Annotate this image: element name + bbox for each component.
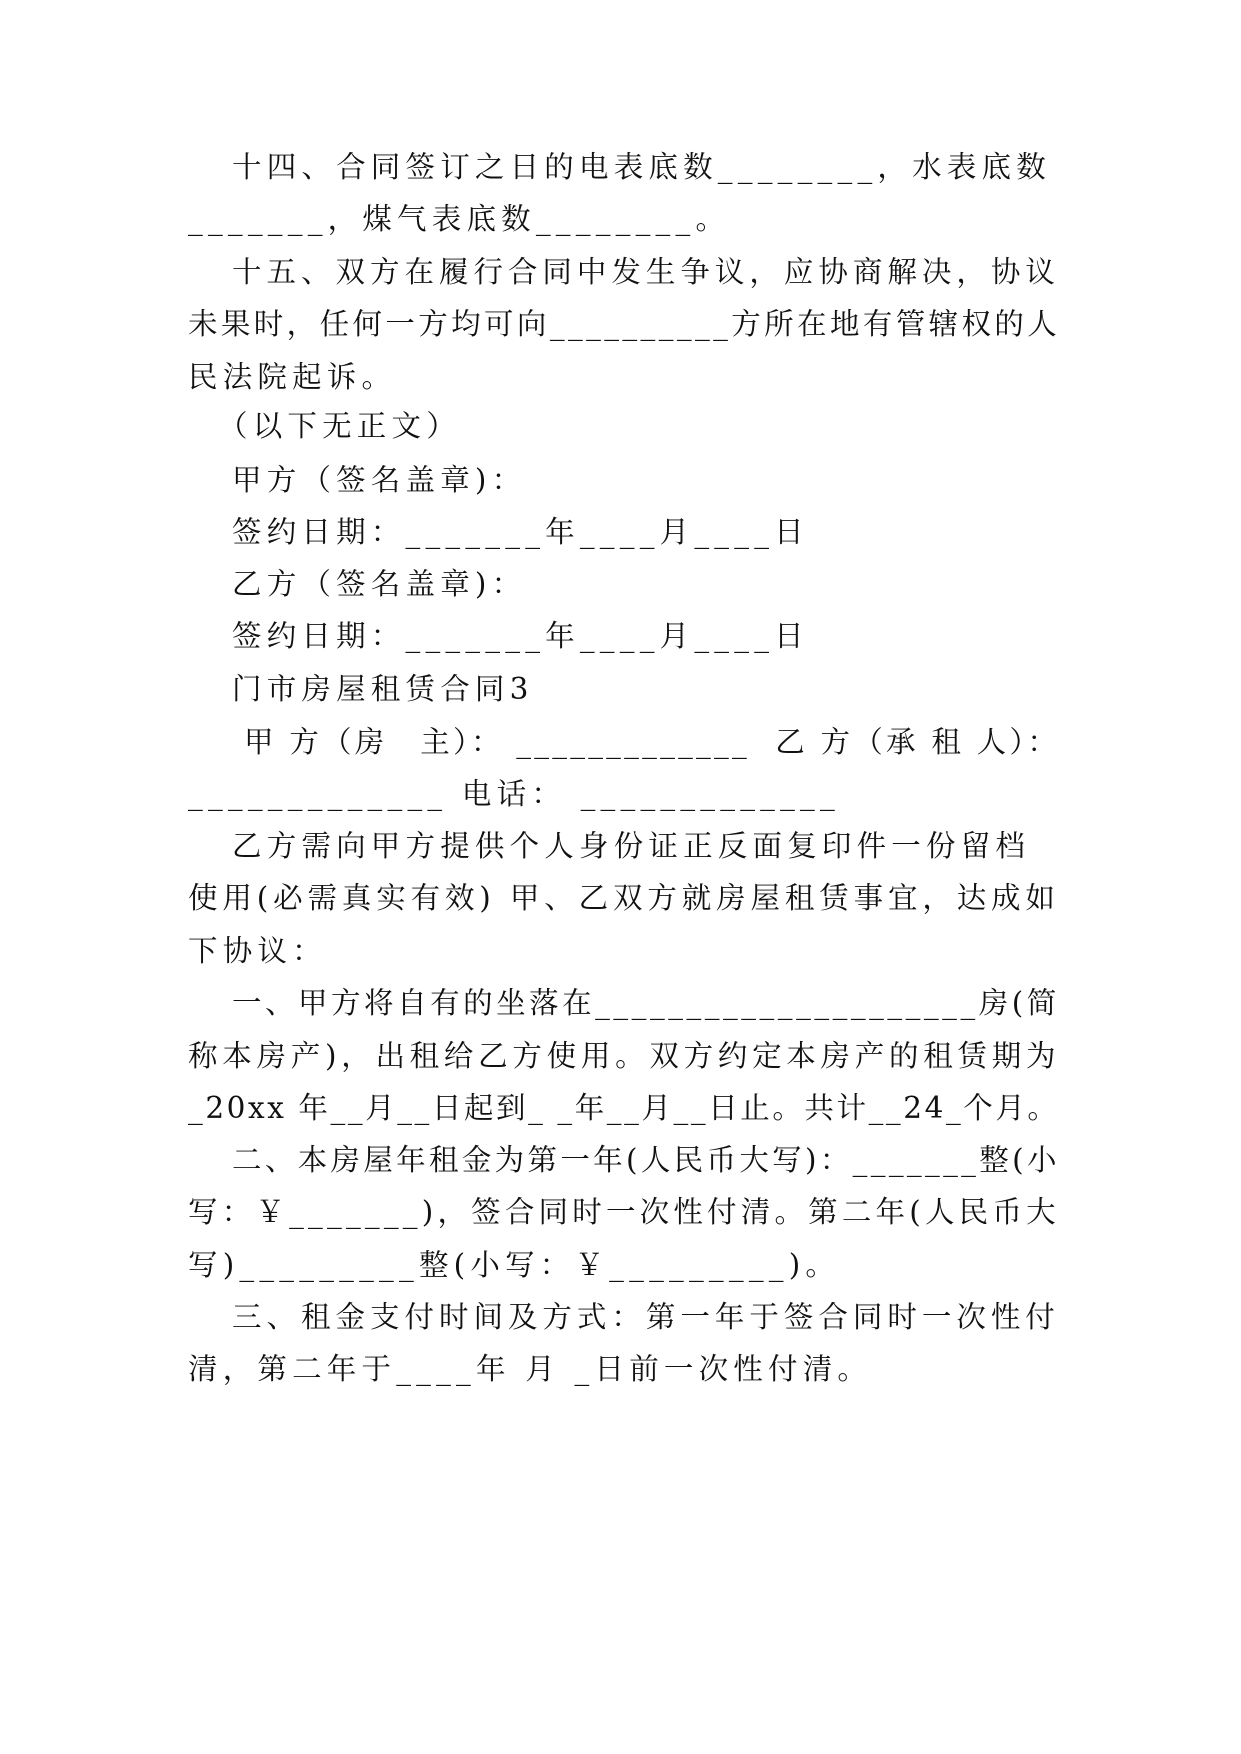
text-line: 写)_________整(小写：￥_________)。 [188, 1248, 841, 1282]
text-line: 乙方需向甲方提供个人身份证正反面复印件一份留档 [232, 829, 1031, 863]
text-line: （以下无正文） [218, 409, 461, 443]
text-line: 民法院起诉。 [188, 360, 397, 394]
text-line: 下协议： [188, 934, 327, 968]
text-line: 甲 方（房 主）： _____________ 乙 方（承 租 人）： [244, 725, 1061, 759]
text-line: _20xx 年__月__日起到_ _年__月__日止。共计__24_个月。 [188, 1091, 1060, 1125]
text-line: 签约日期：_______年____月____日 [232, 619, 809, 653]
text-line: 使用(必需真实有效) 甲、乙双方就房屋租赁事宜，达成如 [188, 881, 1060, 915]
text-line: 一、甲方将自有的坐落在_____________________房(简 [232, 986, 1060, 1020]
text-line: 称本房产)，出租给乙方使用。双方约定本房产的租赁期为 [188, 1039, 1061, 1073]
text-line: 清，第二年于____年 月 _日前一次性付清。 [188, 1352, 873, 1386]
text-line: 十五、双方在履行合同中发生争议，应协商解决，协议 [232, 255, 1060, 289]
text-line: 二、本房屋年租金为第一年(人民币大写)：_______整(小 [232, 1143, 1060, 1177]
text-line: 写：￥_______)，签合同时一次性付清。第二年(人民币大 [188, 1195, 1060, 1229]
text-line: 乙方（签名盖章)： [232, 567, 527, 601]
text-line: 甲方（签名盖章)： [232, 463, 527, 497]
text-line: 十四、合同签订之日的电表底数________，水表底数 [232, 150, 1051, 184]
text-line: 未果时，任何一方均可向__________方所在地有管辖权的人 [188, 307, 1061, 341]
document-title: 门市房屋租赁合同3 [232, 672, 534, 706]
text-line: 签约日期：_______年____月____日 [232, 515, 809, 549]
text-line: _______，煤气表底数________。 [188, 202, 731, 236]
text-line: _____________ 电话： _____________ [188, 777, 840, 811]
text-line: 三、租金支付时间及方式：第一年于签合同时一次性付 [232, 1300, 1060, 1334]
